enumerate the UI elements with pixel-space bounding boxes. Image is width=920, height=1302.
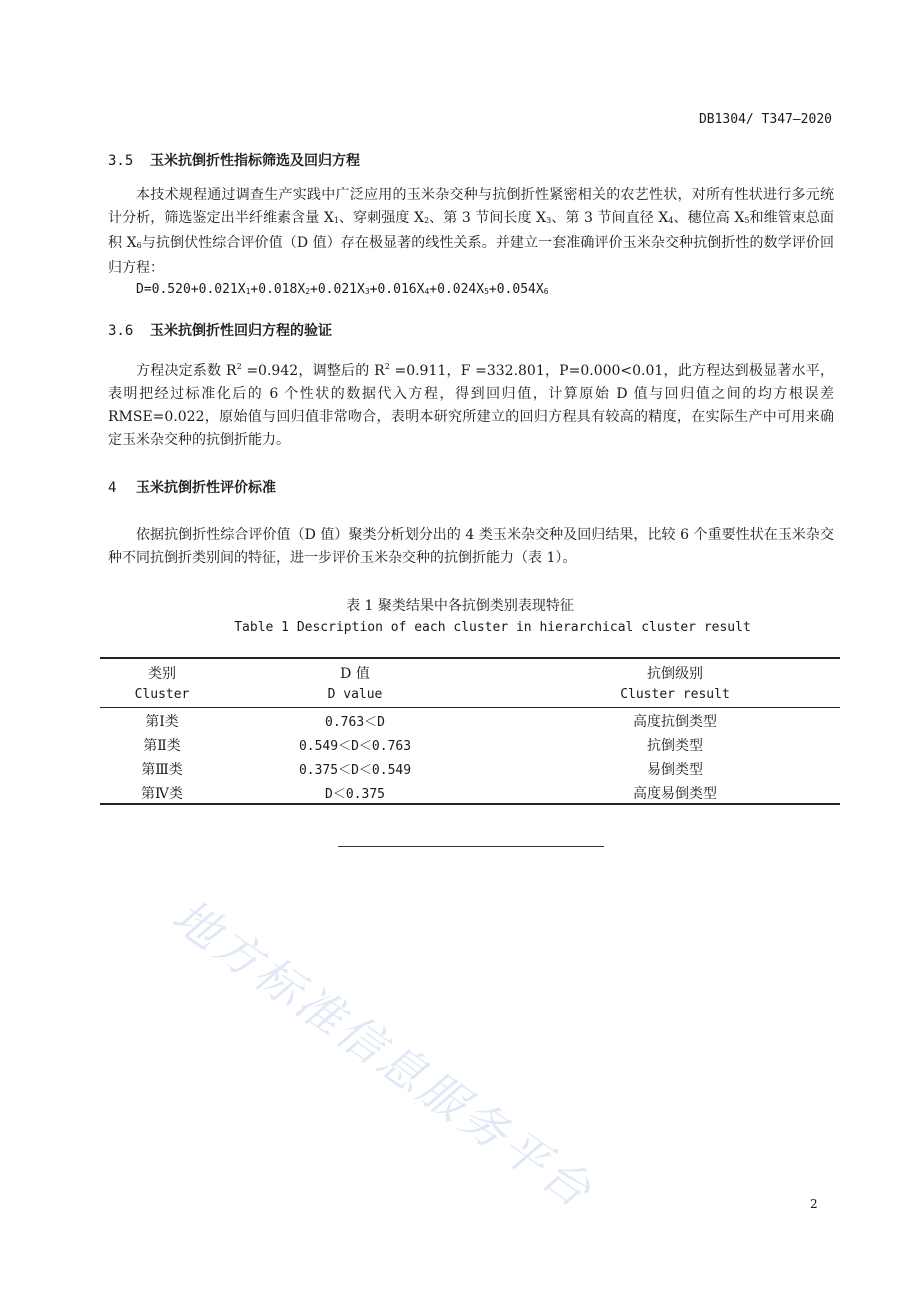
section-number: 3.6 <box>108 323 134 339</box>
table-row-2-result: 抗倒类型 <box>647 738 703 754</box>
section-4-paragraph: 依据抗倒折性综合评价值（D 值）聚类分析划分出的 4 类玉米杂交种及回归结果，比较 6 个重要性状在玉米杂交种不同抗倒折类别间的特征，进一步评价玉米杂交种的抗倒折能力（表 1）。 <box>108 527 834 566</box>
table-row-4-result: 高度易倒类型 <box>633 786 717 802</box>
watermark-text: 地方标准信息服务平台 <box>162 888 604 1220</box>
header-dvalue-en: D value <box>327 687 383 702</box>
header-cluster-cn: 类别 <box>148 666 176 682</box>
section-3-5-heading <box>108 150 360 170</box>
table-row-4-cluster: 第Ⅳ类 <box>141 786 183 802</box>
regression-formula: $D=0.520+0.021X_1+0.018X_2+0.021X_3+0.016X_4+0.024X_5+0.054X_6$ <box>136 282 549 297</box>
header-result-en: Cluster result <box>620 687 730 702</box>
header-result-cn: 抗倒级别 <box>647 666 703 682</box>
table-row-1-result: 高度抗倒类型 <box>633 714 717 730</box>
table-row-3-result: 易倒类型 <box>647 762 703 778</box>
section-3-5-paragraph: 本技术规程通过调查生产实践中广泛应用的玉米杂交种与抗倒折性紧密相关的农艺性状，对所有性状进行多元统计分析，筛选鉴定出半纤维素含量 $X_1$、穿刺强度 $X_2$、第 3 节间长度 $X_3$、第 3 节间直径 $X_4$、穗位高 $X_5$和维管束总面积 $X_6$与抗倒伏性综合评价值（D 值）存在极显著的线性关系。并建立一套准确评价玉米杂交种抗倒折性的数学评价回归方程： <box>108 187 835 276</box>
section-3-6-paragraph: 方程决定系数 $R^2 =0.942$，调整后的 $R^2 =0.911$，F =332.801，P=0.000<0.01，此方程达到极显著水平，表明把经过标准化后的 6 个性状的数据代入方程，得到回归值，计算原始 D 值与回归值之间的均方根误差 RMSE=0.022，原始值与回归值非常吻合，表明本研究所建立的回归方程具有较高的精度，在实际生产中可用来确定玉米杂交种的抗倒折能力。 <box>108 362 834 448</box>
section-4-heading <box>108 477 276 497</box>
table-row-3-cluster: 第Ⅲ类 <box>141 762 183 778</box>
section-title: 玉米抗倒折性评价标准 <box>136 480 276 496</box>
section-3-6-heading <box>108 320 332 340</box>
table-row-3-dvalue: 0.375＜D＜0.549 <box>298 763 412 778</box>
end-of-document-line <box>338 846 604 847</box>
document-id: DB1304/ T347—2020 <box>698 112 832 127</box>
section-title: 玉米抗倒折性回归方程的验证 <box>150 323 332 339</box>
header-dvalue-cn: D 值 <box>340 666 370 682</box>
table-row-1-cluster: 第Ⅰ类 <box>145 714 179 730</box>
table-row-1-dvalue: 0.763＜D <box>325 715 385 730</box>
table-caption-cn: 表 1 聚类结果中各抗倒类别表现特征 <box>346 598 574 614</box>
table-caption-en: Table 1 Description of each cluster in hierarchical cluster result <box>234 620 751 635</box>
section-title: 玉米抗倒折性指标筛选及回归方程 <box>150 153 360 169</box>
table-row-4-dvalue: D＜0.375 <box>325 787 385 802</box>
table-row-2-dvalue: 0.549＜D＜0.763 <box>298 739 412 754</box>
table-header-rule <box>100 707 840 708</box>
table-row-2-cluster: 第Ⅱ类 <box>143 738 181 754</box>
section-number: 3.5 <box>108 153 134 169</box>
table-top-rule <box>100 657 840 659</box>
section-number: 4 <box>108 480 117 496</box>
table-bottom-rule <box>100 803 840 805</box>
header-cluster-en: Cluster <box>134 687 190 702</box>
page-number: 2 <box>810 1197 818 1211</box>
